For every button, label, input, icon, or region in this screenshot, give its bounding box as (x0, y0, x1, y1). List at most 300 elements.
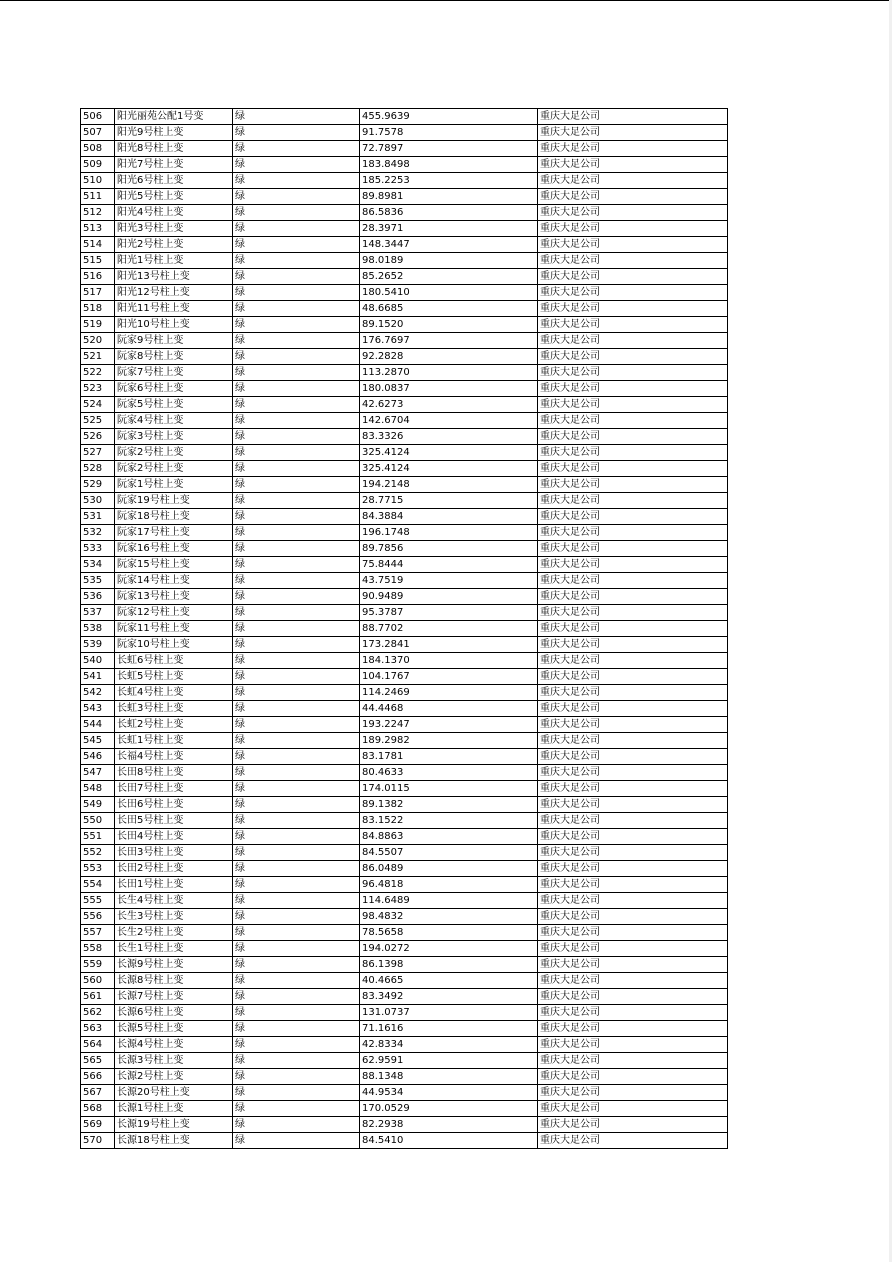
cell-status: 绿 (233, 125, 360, 141)
cell-index: 509 (81, 157, 115, 173)
cell-transformer-name: 长生3号柱上变 (115, 909, 233, 925)
cell-transformer-name: 长源4号柱上变 (115, 1037, 233, 1053)
cell-index: 551 (81, 829, 115, 845)
cell-value: 42.6273 (360, 397, 538, 413)
cell-transformer-name: 长生1号柱上变 (115, 941, 233, 957)
cell-status: 绿 (233, 669, 360, 685)
cell-value: 42.8334 (360, 1037, 538, 1053)
cell-company: 重庆大足公司 (538, 509, 728, 525)
cell-status: 绿 (233, 573, 360, 589)
cell-status: 绿 (233, 1101, 360, 1117)
cell-company: 重庆大足公司 (538, 717, 728, 733)
table-row (81, 877, 728, 893)
table-row (81, 813, 728, 829)
cell-index: 556 (81, 909, 115, 925)
cell-company: 重庆大足公司 (538, 461, 728, 477)
cell-status: 绿 (233, 173, 360, 189)
cell-company: 重庆大足公司 (538, 237, 728, 253)
cell-value: 84.3884 (360, 509, 538, 525)
cell-index: 516 (81, 269, 115, 285)
cell-transformer-name: 长源6号柱上变 (115, 1005, 233, 1021)
cell-index: 569 (81, 1117, 115, 1133)
cell-index: 518 (81, 301, 115, 317)
cell-index: 524 (81, 397, 115, 413)
cell-transformer-name: 长田6号柱上变 (115, 797, 233, 813)
cell-status: 绿 (233, 477, 360, 493)
cell-transformer-name: 阳光2号柱上变 (115, 237, 233, 253)
table-row (81, 205, 728, 221)
cell-status: 绿 (233, 877, 360, 893)
cell-index: 511 (81, 189, 115, 205)
table-row (81, 973, 728, 989)
cell-company: 重庆大足公司 (538, 701, 728, 717)
cell-index: 521 (81, 349, 115, 365)
cell-company: 重庆大足公司 (538, 733, 728, 749)
table-row (81, 1005, 728, 1021)
cell-transformer-name: 长源8号柱上变 (115, 973, 233, 989)
cell-value: 194.2148 (360, 477, 538, 493)
cell-company: 重庆大足公司 (538, 109, 728, 125)
cell-status: 绿 (233, 925, 360, 941)
cell-transformer-name: 阮家18号柱上变 (115, 509, 233, 525)
cell-value: 176.7697 (360, 333, 538, 349)
cell-index: 510 (81, 173, 115, 189)
cell-company: 重庆大足公司 (538, 525, 728, 541)
table-row (81, 1037, 728, 1053)
cell-value: 89.1382 (360, 797, 538, 813)
cell-index: 529 (81, 477, 115, 493)
cell-index: 514 (81, 237, 115, 253)
cell-index: 544 (81, 717, 115, 733)
cell-index: 562 (81, 1005, 115, 1021)
cell-status: 绿 (233, 765, 360, 781)
cell-company: 重庆大足公司 (538, 1133, 728, 1149)
cell-company: 重庆大足公司 (538, 573, 728, 589)
cell-company: 重庆大足公司 (538, 1021, 728, 1037)
cell-index: 549 (81, 797, 115, 813)
cell-index: 546 (81, 749, 115, 765)
cell-status: 绿 (233, 1069, 360, 1085)
cell-transformer-name: 长源2号柱上变 (115, 1069, 233, 1085)
cell-transformer-name: 阳光11号柱上变 (115, 301, 233, 317)
cell-index: 522 (81, 365, 115, 381)
cell-transformer-name: 阳光13号柱上变 (115, 269, 233, 285)
cell-transformer-name: 阮家15号柱上变 (115, 557, 233, 573)
cell-status: 绿 (233, 253, 360, 269)
cell-company: 重庆大足公司 (538, 957, 728, 973)
cell-company: 重庆大足公司 (538, 157, 728, 173)
cell-transformer-name: 阮家2号柱上变 (115, 461, 233, 477)
table-row (81, 285, 728, 301)
cell-company: 重庆大足公司 (538, 445, 728, 461)
cell-value: 28.7715 (360, 493, 538, 509)
table-row (81, 765, 728, 781)
cell-status: 绿 (233, 413, 360, 429)
cell-index: 519 (81, 317, 115, 333)
cell-transformer-name: 长田2号柱上变 (115, 861, 233, 877)
cell-transformer-name: 长源1号柱上变 (115, 1101, 233, 1117)
transformer-table-body (81, 109, 728, 1149)
cell-status: 绿 (233, 509, 360, 525)
cell-value: 180.0837 (360, 381, 538, 397)
cell-value: 89.7856 (360, 541, 538, 557)
cell-transformer-name: 长生2号柱上变 (115, 925, 233, 941)
table-row (81, 685, 728, 701)
table-row (81, 269, 728, 285)
cell-company: 重庆大足公司 (538, 973, 728, 989)
cell-status: 绿 (233, 797, 360, 813)
cell-company: 重庆大足公司 (538, 1037, 728, 1053)
cell-status: 绿 (233, 957, 360, 973)
table-row (81, 445, 728, 461)
cell-transformer-name: 阮家5号柱上变 (115, 397, 233, 413)
cell-transformer-name: 长虹2号柱上变 (115, 717, 233, 733)
cell-company: 重庆大足公司 (538, 301, 728, 317)
table-row (81, 589, 728, 605)
cell-company: 重庆大足公司 (538, 989, 728, 1005)
table-row (81, 397, 728, 413)
cell-value: 82.2938 (360, 1117, 538, 1133)
cell-transformer-name: 长源20号柱上变 (115, 1085, 233, 1101)
cell-index: 517 (81, 285, 115, 301)
cell-transformer-name: 长田7号柱上变 (115, 781, 233, 797)
table-row (81, 541, 728, 557)
cell-value: 90.9489 (360, 589, 538, 605)
cell-company: 重庆大足公司 (538, 333, 728, 349)
cell-transformer-name: 长田5号柱上变 (115, 813, 233, 829)
table-row (81, 909, 728, 925)
cell-index: 536 (81, 589, 115, 605)
cell-transformer-name: 阮家6号柱上变 (115, 381, 233, 397)
cell-index: 527 (81, 445, 115, 461)
cell-value: 43.7519 (360, 573, 538, 589)
cell-value: 44.4468 (360, 701, 538, 717)
cell-status: 绿 (233, 269, 360, 285)
cell-status: 绿 (233, 941, 360, 957)
cell-status: 绿 (233, 781, 360, 797)
cell-company: 重庆大足公司 (538, 669, 728, 685)
cell-value: 114.6489 (360, 893, 538, 909)
cell-company: 重庆大足公司 (538, 605, 728, 621)
cell-index: 538 (81, 621, 115, 637)
table-row (81, 941, 728, 957)
cell-index: 535 (81, 573, 115, 589)
cell-index: 540 (81, 653, 115, 669)
cell-company: 重庆大足公司 (538, 749, 728, 765)
cell-status: 绿 (233, 1133, 360, 1149)
cell-company: 重庆大足公司 (538, 285, 728, 301)
cell-value: 98.4832 (360, 909, 538, 925)
cell-value: 325.4124 (360, 445, 538, 461)
cell-company: 重庆大足公司 (538, 269, 728, 285)
cell-status: 绿 (233, 733, 360, 749)
cell-transformer-name: 阮家8号柱上变 (115, 349, 233, 365)
transformer-table (80, 108, 728, 1149)
cell-status: 绿 (233, 557, 360, 573)
cell-company: 重庆大足公司 (538, 1069, 728, 1085)
cell-index: 563 (81, 1021, 115, 1037)
cell-value: 114.2469 (360, 685, 538, 701)
cell-value: 78.5658 (360, 925, 538, 941)
cell-value: 89.8981 (360, 189, 538, 205)
cell-transformer-name: 长虹1号柱上变 (115, 733, 233, 749)
cell-transformer-name: 阮家12号柱上变 (115, 605, 233, 621)
cell-value: 84.8863 (360, 829, 538, 845)
cell-company: 重庆大足公司 (538, 173, 728, 189)
cell-company: 重庆大足公司 (538, 1117, 728, 1133)
cell-value: 104.1767 (360, 669, 538, 685)
cell-status: 绿 (233, 701, 360, 717)
cell-value: 455.9639 (360, 109, 538, 125)
cell-value: 75.8444 (360, 557, 538, 573)
cell-value: 92.2828 (360, 349, 538, 365)
cell-transformer-name: 阳光8号柱上变 (115, 141, 233, 157)
cell-index: 507 (81, 125, 115, 141)
cell-status: 绿 (233, 653, 360, 669)
table-row (81, 413, 728, 429)
cell-value: 89.1520 (360, 317, 538, 333)
cell-index: 506 (81, 109, 115, 125)
table-row (81, 253, 728, 269)
cell-status: 绿 (233, 973, 360, 989)
cell-value: 91.7578 (360, 125, 538, 141)
table-row (81, 845, 728, 861)
cell-index: 552 (81, 845, 115, 861)
cell-status: 绿 (233, 365, 360, 381)
cell-status: 绿 (233, 461, 360, 477)
cell-status: 绿 (233, 605, 360, 621)
cell-company: 重庆大足公司 (538, 829, 728, 845)
cell-index: 561 (81, 989, 115, 1005)
cell-company: 重庆大足公司 (538, 141, 728, 157)
table-row (81, 477, 728, 493)
cell-status: 绿 (233, 317, 360, 333)
table-row (81, 509, 728, 525)
cell-index: 523 (81, 381, 115, 397)
cell-transformer-name: 阳光4号柱上变 (115, 205, 233, 221)
cell-status: 绿 (233, 397, 360, 413)
cell-status: 绿 (233, 189, 360, 205)
cell-company: 重庆大足公司 (538, 541, 728, 557)
cell-transformer-name: 阳光5号柱上变 (115, 189, 233, 205)
cell-status: 绿 (233, 157, 360, 173)
table-row (81, 829, 728, 845)
table-row (81, 621, 728, 637)
cell-value: 83.1522 (360, 813, 538, 829)
cell-company: 重庆大足公司 (538, 429, 728, 445)
cell-company: 重庆大足公司 (538, 477, 728, 493)
cell-transformer-name: 阮家9号柱上变 (115, 333, 233, 349)
cell-index: 557 (81, 925, 115, 941)
cell-value: 83.3492 (360, 989, 538, 1005)
table-row (81, 1101, 728, 1117)
cell-value: 183.8498 (360, 157, 538, 173)
cell-value: 83.3326 (360, 429, 538, 445)
cell-value: 86.1398 (360, 957, 538, 973)
cell-value: 113.2870 (360, 365, 538, 381)
cell-index: 568 (81, 1101, 115, 1117)
cell-index: 532 (81, 525, 115, 541)
cell-company: 重庆大足公司 (538, 205, 728, 221)
cell-status: 绿 (233, 621, 360, 637)
cell-company: 重庆大足公司 (538, 125, 728, 141)
cell-status: 绿 (233, 1021, 360, 1037)
cell-index: 530 (81, 493, 115, 509)
cell-status: 绿 (233, 429, 360, 445)
cell-value: 86.5836 (360, 205, 538, 221)
cell-transformer-name: 阮家2号柱上变 (115, 445, 233, 461)
cell-transformer-name: 阮家4号柱上变 (115, 413, 233, 429)
cell-value: 84.5410 (360, 1133, 538, 1149)
cell-transformer-name: 长虹3号柱上变 (115, 701, 233, 717)
cell-index: 548 (81, 781, 115, 797)
cell-value: 194.0272 (360, 941, 538, 957)
cell-value: 142.6704 (360, 413, 538, 429)
cell-transformer-name: 长源9号柱上变 (115, 957, 233, 973)
cell-company: 重庆大足公司 (538, 845, 728, 861)
cell-value: 80.4633 (360, 765, 538, 781)
cell-transformer-name: 长田1号柱上变 (115, 877, 233, 893)
cell-value: 96.4818 (360, 877, 538, 893)
cell-value: 44.9534 (360, 1085, 538, 1101)
table-row (81, 381, 728, 397)
cell-transformer-name: 阳光9号柱上变 (115, 125, 233, 141)
table-row (81, 317, 728, 333)
cell-value: 193.2247 (360, 717, 538, 733)
cell-index: 531 (81, 509, 115, 525)
cell-index: 553 (81, 861, 115, 877)
cell-value: 85.2652 (360, 269, 538, 285)
cell-value: 173.2841 (360, 637, 538, 653)
cell-status: 绿 (233, 237, 360, 253)
table-row (81, 173, 728, 189)
cell-transformer-name: 阳光丽苑公配1号变 (115, 109, 233, 125)
cell-transformer-name: 长虹5号柱上变 (115, 669, 233, 685)
cell-status: 绿 (233, 893, 360, 909)
cell-value: 72.7897 (360, 141, 538, 157)
cell-status: 绿 (233, 285, 360, 301)
cell-value: 28.3971 (360, 221, 538, 237)
cell-transformer-name: 阮家16号柱上变 (115, 541, 233, 557)
cell-status: 绿 (233, 909, 360, 925)
table-row (81, 861, 728, 877)
cell-index: 525 (81, 413, 115, 429)
cell-company: 重庆大足公司 (538, 397, 728, 413)
table-row (81, 781, 728, 797)
cell-company: 重庆大足公司 (538, 685, 728, 701)
table-row (81, 1021, 728, 1037)
cell-value: 184.1370 (360, 653, 538, 669)
cell-company: 重庆大足公司 (538, 893, 728, 909)
cell-company: 重庆大足公司 (538, 1053, 728, 1069)
cell-status: 绿 (233, 381, 360, 397)
cell-transformer-name: 阳光6号柱上变 (115, 173, 233, 189)
cell-transformer-name: 长田4号柱上变 (115, 829, 233, 845)
table-row (81, 157, 728, 173)
table-row (81, 637, 728, 653)
cell-company: 重庆大足公司 (538, 765, 728, 781)
cell-index: 559 (81, 957, 115, 973)
table-row (81, 557, 728, 573)
cell-transformer-name: 阮家11号柱上变 (115, 621, 233, 637)
cell-value: 71.1616 (360, 1021, 538, 1037)
cell-index: 554 (81, 877, 115, 893)
cell-index: 542 (81, 685, 115, 701)
cell-value: 88.1348 (360, 1069, 538, 1085)
cell-status: 绿 (233, 493, 360, 509)
table-row (81, 125, 728, 141)
cell-index: 513 (81, 221, 115, 237)
cell-company: 重庆大足公司 (538, 621, 728, 637)
cell-company: 重庆大足公司 (538, 413, 728, 429)
cell-transformer-name: 长源18号柱上变 (115, 1133, 233, 1149)
cell-company: 重庆大足公司 (538, 253, 728, 269)
cell-status: 绿 (233, 749, 360, 765)
cell-index: 565 (81, 1053, 115, 1069)
cell-status: 绿 (233, 349, 360, 365)
cell-status: 绿 (233, 221, 360, 237)
table-row (81, 365, 728, 381)
cell-status: 绿 (233, 333, 360, 349)
cell-transformer-name: 阳光3号柱上变 (115, 221, 233, 237)
cell-company: 重庆大足公司 (538, 189, 728, 205)
cell-index: 567 (81, 1085, 115, 1101)
cell-transformer-name: 长源7号柱上变 (115, 989, 233, 1005)
table-row (81, 1053, 728, 1069)
cell-index: 545 (81, 733, 115, 749)
cell-value: 84.5507 (360, 845, 538, 861)
cell-value: 196.1748 (360, 525, 538, 541)
cell-index: 528 (81, 461, 115, 477)
table-row (81, 733, 728, 749)
cell-status: 绿 (233, 301, 360, 317)
cell-value: 174.0115 (360, 781, 538, 797)
cell-index: 564 (81, 1037, 115, 1053)
cell-index: 537 (81, 605, 115, 621)
cell-company: 重庆大足公司 (538, 861, 728, 877)
table-row (81, 669, 728, 685)
cell-company: 重庆大足公司 (538, 781, 728, 797)
cell-status: 绿 (233, 141, 360, 157)
table-row (81, 1133, 728, 1149)
table-row (81, 333, 728, 349)
cell-value: 189.2982 (360, 733, 538, 749)
cell-transformer-name: 阮家1号柱上变 (115, 477, 233, 493)
cell-status: 绿 (233, 1037, 360, 1053)
table-row (81, 925, 728, 941)
cell-transformer-name: 阳光1号柱上变 (115, 253, 233, 269)
cell-transformer-name: 长虹4号柱上变 (115, 685, 233, 701)
cell-transformer-name: 阮家19号柱上变 (115, 493, 233, 509)
cell-company: 重庆大足公司 (538, 493, 728, 509)
table-row (81, 493, 728, 509)
cell-company: 重庆大足公司 (538, 813, 728, 829)
cell-index: 512 (81, 205, 115, 221)
cell-status: 绿 (233, 205, 360, 221)
cell-company: 重庆大足公司 (538, 797, 728, 813)
cell-status: 绿 (233, 109, 360, 125)
cell-value: 180.5410 (360, 285, 538, 301)
cell-value: 95.3787 (360, 605, 538, 621)
table-row (81, 1117, 728, 1133)
cell-index: 520 (81, 333, 115, 349)
cell-value: 86.0489 (360, 861, 538, 877)
cell-company: 重庆大足公司 (538, 925, 728, 941)
cell-transformer-name: 阳光12号柱上变 (115, 285, 233, 301)
cell-index: 508 (81, 141, 115, 157)
cell-company: 重庆大足公司 (538, 653, 728, 669)
cell-index: 555 (81, 893, 115, 909)
